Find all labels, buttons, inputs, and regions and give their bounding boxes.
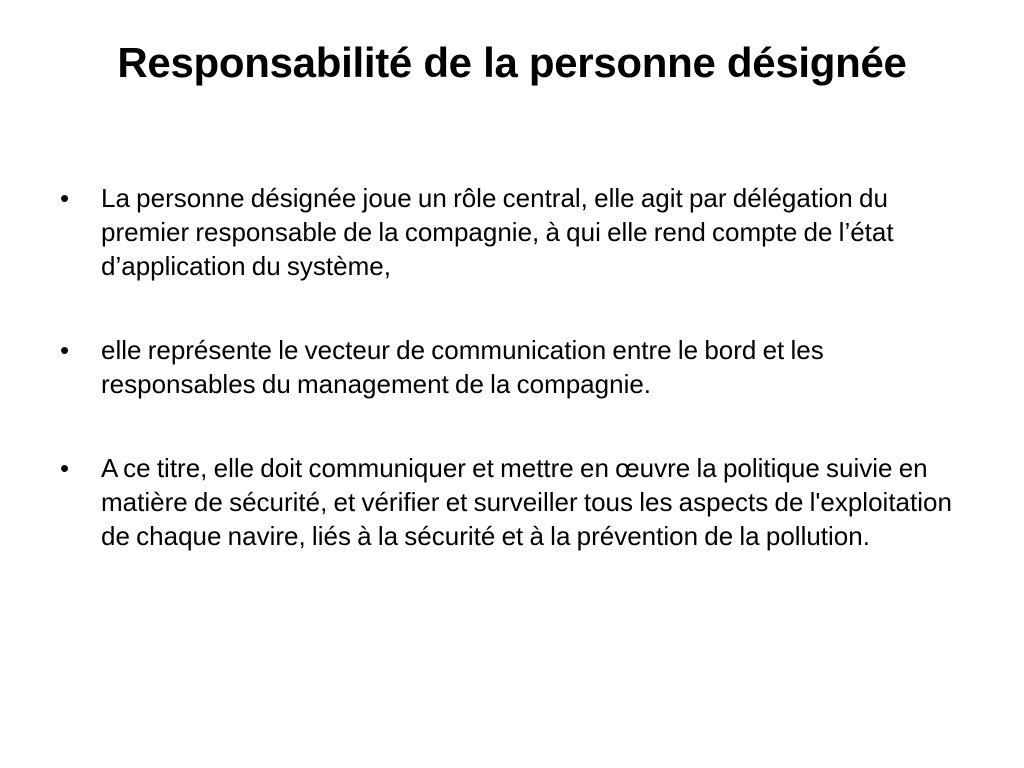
- bullet-item-3: [55, 451, 955, 553]
- bullet-item-2: [55, 333, 955, 401]
- bullet-icon: •: [60, 183, 70, 213]
- slide-title: Responsabilité de la personne désignée: [117, 39, 907, 86]
- bullet-text: La personne désignée joue un rôle central, elle agit par délégation du premier responsable de la compagnie, à qui elle rend compte de l’état d’application du système,: [101, 183, 894, 281]
- bullet-icon: •: [60, 453, 70, 483]
- bullet-item-1: [55, 181, 955, 283]
- bullet-text: elle représente le vecteur de communication entre le bord et les responsables du management de la compagnie.: [101, 335, 824, 399]
- bullet-text: A ce titre, elle doit communiquer et mettre en œuvre la politique suivie en matière de sécurité, et vérifier et surveiller tous les aspects de l'exploitation de chaque navire, liés à la sécurité et à la prévention de la pollution.: [101, 453, 952, 551]
- bullet-list: [55, 181, 955, 553]
- bullet-icon: •: [60, 335, 70, 365]
